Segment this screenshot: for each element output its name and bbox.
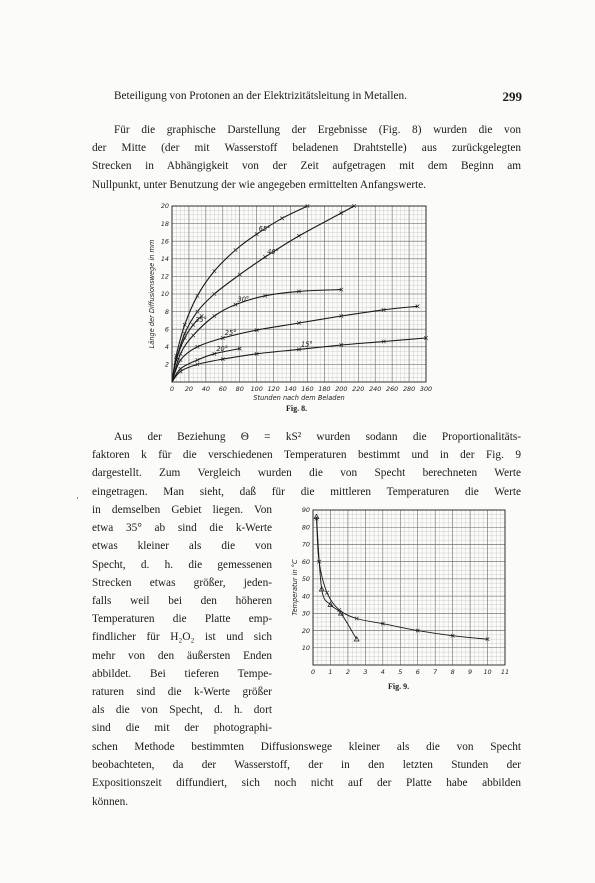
y-axis-title: Länge der Diffusionswege in mm: [148, 239, 156, 349]
text-line: Strecken etwas größer, jeden-: [92, 576, 272, 589]
text-line: Aus der Beziehung Θ = kS² wurden sodann die Proportionalitäts-: [114, 431, 521, 443]
paragraph-4: [92, 738, 521, 811]
x-tick-label: 160: [301, 385, 314, 393]
x-tick-label: 8: [450, 668, 455, 676]
text-line: falls weil bei den höheren: [92, 595, 272, 608]
y-tick-label: 20: [301, 626, 310, 635]
y-tick-label: 10: [160, 290, 169, 299]
x-tick-label: 260: [386, 385, 399, 393]
series-label: 15°: [301, 340, 313, 349]
x-tick-label: 200: [335, 385, 348, 393]
x-tick-label: 120: [267, 385, 280, 393]
text-line: können.: [92, 795, 129, 808]
y-tick-label: 6: [164, 325, 169, 334]
text-line: faktoren k für die verschiedenen Temperaturen bestimmt und in der Fig. 9: [92, 449, 521, 462]
text-line: Temperaturen die Platte emp-: [92, 613, 272, 626]
x-tick-label: 0: [310, 668, 316, 676]
figure-8-chart: [140, 200, 440, 410]
y-tick-label: 50: [301, 575, 310, 584]
x-tick-label: 2: [345, 668, 350, 676]
margin-mark: ·: [76, 493, 79, 503]
series-line: [172, 316, 202, 382]
x-tick-label: 60: [218, 385, 227, 393]
y-tick-label: 14: [160, 255, 169, 263]
y-tick-label: 18: [160, 219, 169, 228]
y-tick-label: 60: [301, 557, 310, 566]
x-tick-label: 5: [398, 668, 403, 676]
series-label: 20°: [216, 344, 229, 353]
series-label: 25°: [224, 329, 237, 337]
text-line: raturen sind die k-Werte größer: [92, 686, 272, 699]
text-line: in demselben Gebiet liegen. Von: [92, 504, 272, 516]
x-tick-label: 140: [284, 385, 297, 393]
x-tick-label: 7: [433, 668, 438, 676]
figure-9: [288, 505, 513, 685]
x-tick-label: 40: [201, 385, 210, 393]
x-tick-label: 300: [419, 385, 433, 393]
text-line: sind die mit der photographi-: [92, 722, 272, 735]
text-line: beobachteten, da der Wasserstoff, der in den letzten Stunden der: [92, 759, 521, 772]
text-line: Expositionszeit diffundiert, sich noch nicht auf der Platte habe abbilden: [92, 777, 521, 790]
text-line: abbildet. Bei tieferen Tempe-: [92, 667, 272, 680]
x-tick-label: 3: [363, 668, 368, 676]
x-tick-label: 0: [169, 385, 175, 393]
paragraph-1: [92, 121, 521, 194]
text-line: als die von Specht, d. h. dort: [92, 704, 272, 717]
paragraph-3: [92, 501, 272, 738]
y-tick-label: 40: [301, 592, 310, 601]
x-tick-label: 4: [380, 668, 385, 676]
text-line: schen Methode bestimmten Diffusionswege kleiner als die von Specht: [92, 741, 521, 753]
x-tick-label: 1: [328, 668, 333, 676]
y-tick-label: 10: [301, 643, 310, 652]
x-tick-label: 11: [500, 668, 510, 676]
figure-8: [140, 200, 440, 410]
paragraph-2: [92, 428, 521, 501]
text-line: etwa 35° ab sind die k-Werte: [92, 522, 272, 535]
x-tick-label: 220: [352, 385, 365, 393]
x-axis-title: Stunden nach dem Beladen: [253, 394, 345, 402]
text-line: Specht, d. h. die gemessenen: [92, 558, 272, 571]
text-line: Nullpunkt, unter Benutzung der wie angegeben ermittelten Anfangswerte.: [92, 178, 427, 191]
series-label: 30°: [237, 295, 250, 304]
y-tick-label: 90: [301, 506, 310, 515]
x-tick-label: 100: [250, 385, 263, 393]
data-point: [325, 591, 329, 595]
fine-grid: [313, 510, 505, 665]
x-tick-label: 6: [415, 668, 420, 676]
y-axis-title: Temperatur in °C: [291, 559, 299, 616]
y-tick-label: 80: [301, 523, 310, 532]
y-tick-label: 12: [160, 272, 169, 281]
y-tick-label: 30: [301, 609, 310, 618]
series-label: 65°: [258, 225, 271, 234]
page-number: 299: [502, 89, 522, 104]
y-tick-label: 8: [164, 307, 169, 316]
y-tick-label: 70: [301, 540, 310, 549]
y-tick-label: 16: [160, 237, 169, 246]
text-line: Für die graphische Darstellung der Ergebnisse (Fig. 8) wurden die von: [114, 124, 521, 136]
text-line: etwas kleiner als die von: [92, 540, 272, 553]
x-tick-label: 240: [369, 385, 382, 393]
x-tick-label: 20: [184, 385, 194, 393]
text-line: Strecken in Abhängigkeit von der Zeit aufgetragen mit dem Beginn am: [92, 160, 521, 173]
series-label: 35°: [195, 315, 207, 324]
text-line: findlicher für H₂O₂ ist und sich: [92, 631, 272, 644]
x-tick-label: 9: [468, 668, 473, 676]
x-tick-label: 80: [235, 385, 244, 393]
figure-9-chart: [288, 505, 513, 685]
text-line: dargestellt. Zum Vergleich wurden die von Specht berechneten Werte: [92, 467, 521, 480]
y-tick-label: 4: [164, 343, 169, 351]
figure-9-caption: Fig. 9.: [388, 682, 410, 691]
text-line: mehr von den äußersten Enden: [92, 649, 272, 662]
figure-8-caption: Fig. 8.: [286, 404, 308, 413]
text-line: der Mitte (der mit Wasserstoff beladenen Drahtstelle) aus zurückgelegten: [92, 142, 521, 155]
text-line: eingetragen. Man sieht, daß für die mittleren Temperaturen die Werte: [92, 485, 521, 498]
y-tick-label: 20: [160, 202, 169, 211]
y-tick-label: 2: [164, 360, 169, 369]
x-tick-label: 10: [483, 668, 492, 676]
x-tick-label: 180: [318, 385, 331, 393]
running-title: Beteiligung von Protonen an der Elektrizitätsleitung in Metallen.: [114, 90, 408, 102]
x-tick-label: 280: [402, 385, 416, 393]
series-label: 40°: [267, 248, 279, 257]
